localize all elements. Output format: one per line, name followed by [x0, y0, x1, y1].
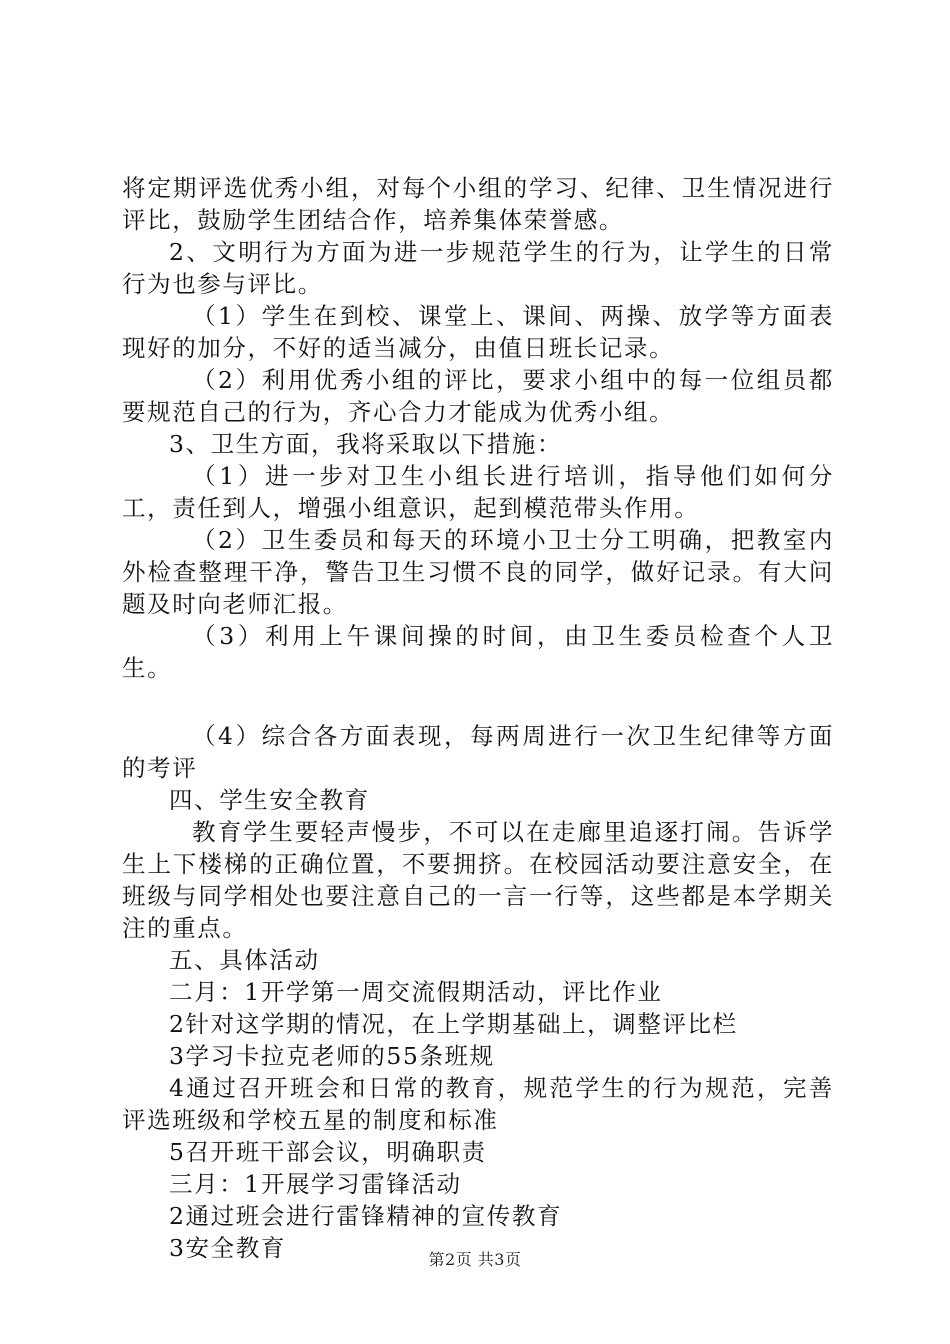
paragraph: （2）卫生委员和每天的环境小卫士分工明确，把教室内外检查整理干净，警告卫生习惯不良的同学，做好记录。有大问题及时向老师汇报。 [122, 526, 834, 618]
paragraph: （2）利用优秀小组的评比，要求小组中的每一位组员都要规范自己的行为，齐心合力才能成为优秀小组。 [122, 366, 834, 426]
list-item: 4通过召开班会和日常的教育，规范学生的行为规范，完善评选班级和学校五星的制度和标准 [122, 1074, 834, 1134]
paragraph: 3、卫生方面，我将采取以下措施： [169, 430, 563, 458]
list-item: 2通过班会进行雷锋精神的宣传教育 [169, 1202, 563, 1230]
section-heading: 四、学生安全教育 [169, 786, 370, 814]
page-number-footer: 第2页 共3页 [428, 1250, 522, 1269]
paragraph: （1）进一步对卫生小组长进行培训，指导他们如何分工，责任到人，增强小组意识，起到模范带头作用。 [122, 462, 834, 522]
paragraph: 教育学生要轻声慢步，不可以在走廊里追逐打闹。告诉学生上下楼梯的正确位置，不要拥挤。在校园活动要注意安全，在班级与同学相处也要注意自己的一言一行等，这些都是本学期关注的重点。 [122, 818, 834, 942]
list-item: 3安全教育 [169, 1234, 286, 1262]
list-item: 2针对这学期的情况，在上学期基础上，调整评比栏 [169, 1010, 738, 1038]
paragraph-gap [122, 684, 834, 720]
list-item: 3学习卡拉克老师的55条班规 [169, 1042, 495, 1070]
list-item: 三月：1开展学习雷锋活动 [169, 1170, 462, 1198]
paragraph: （3）利用上午课间操的时间，由卫生委员检查个人卫生。 [122, 622, 834, 682]
paragraph: 2、文明行为方面为进一步规范学生的行为，让学生的日常行为也参与评比。 [122, 238, 834, 298]
paragraph: （4）综合各方面表现，每两周进行一次卫生纪律等方面的考评 [122, 722, 834, 782]
section-heading: 五、具体活动 [169, 946, 320, 974]
list-item: 5召开班干部会议，明确职责 [169, 1138, 487, 1166]
paragraph: （1）学生在到校、课堂上、课间、两操、放学等方面表现好的加分，不好的适当减分，由值日班长记录。 [122, 302, 834, 362]
list-item: 二月：1开学第一周交流假期活动，评比作业 [169, 978, 663, 1006]
document-body [122, 172, 834, 1264]
paragraph: 将定期评选优秀小组，对每个小组的学习、纪律、卫生情况进行评比，鼓励学生团结合作，培养集体荣誉感。 [122, 174, 834, 234]
